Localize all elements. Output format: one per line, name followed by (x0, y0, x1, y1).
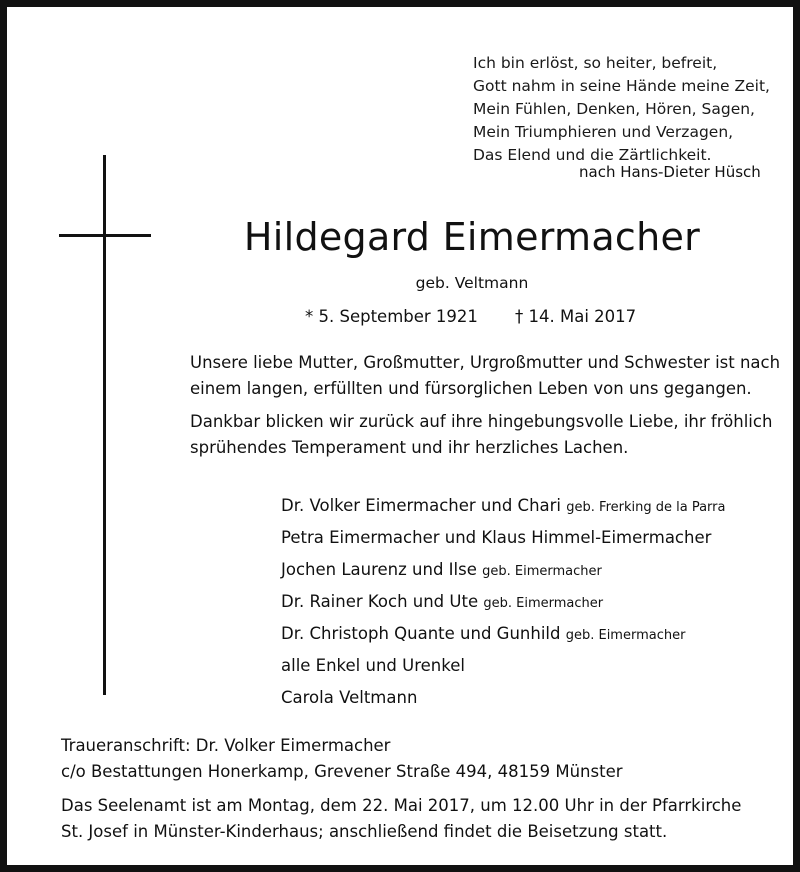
mourner-name: Dr. Rainer Koch und Ute (281, 592, 479, 611)
service-line: Das Seelenamt ist am Montag, dem 22. Mai 2017, um 12.00 Uhr in der Pfarrkirche (61, 796, 742, 815)
mourner-entry (281, 652, 725, 684)
mourner-nee: geb. Eimermacher (483, 596, 604, 611)
poem (473, 52, 770, 167)
paragraph-line: einem langen, erfüllten und fürsorglichen Leben von uns gegangen. (190, 379, 752, 398)
poem-attribution: nach Hans-Dieter Hüsch (579, 163, 761, 181)
mourner-name: alle Enkel und Urenkel (281, 656, 465, 675)
mourner-nee: geb. Frerking de la Parra (566, 500, 726, 515)
mourner-nee: geb. Eimermacher (565, 628, 686, 643)
poem-line: Ich bin erlöst, so heiter, befreit, (473, 54, 718, 72)
mourner-entry (281, 588, 725, 620)
mourner-entry (281, 492, 725, 524)
mourner-name: Dr. Christoph Quante und Gunhild (281, 624, 561, 643)
mourner-nee: geb. Eimermacher (482, 564, 602, 579)
mourner-entry (281, 620, 725, 652)
mourner-name: Carola Veltmann (281, 688, 418, 707)
mourner-name: Petra Eimermacher und Klaus Himmel-Eimermacher (281, 528, 712, 547)
mourning-address (61, 733, 761, 785)
mourner-entry (281, 556, 725, 588)
mourners-list (281, 492, 725, 716)
mourner-entry (281, 684, 725, 716)
maiden-name: geb. Veltmann (415, 274, 529, 292)
service-notice (61, 793, 761, 845)
gratitude-paragraph (190, 409, 773, 461)
poem-line: Gott nahm in seine Hände meine Zeit, (473, 77, 770, 95)
address-line: Traueranschrift: Dr. Volker Eimermacher (61, 736, 391, 755)
mourner-name: Dr. Volker Eimermacher und Chari (281, 496, 562, 515)
paragraph-line: Unsere liebe Mutter, Großmutter, Urgroßmutter und Schwester ist nach (190, 353, 781, 372)
mourner-entry (281, 524, 725, 556)
paragraph-line: Dankbar blicken wir zurück auf ihre hingebungsvolle Liebe, ihr fröhlich (190, 412, 773, 431)
paragraph-line: sprühendes Temperament und ihr herzliches Lachen. (190, 438, 629, 457)
deceased-name: Hildegard Eimermacher (243, 215, 701, 259)
service-line: St. Josef in Münster-Kinderhaus; anschließend findet die Beisetzung statt. (61, 822, 668, 841)
poem-line: Das Elend und die Zärtlichkeit. (473, 146, 712, 164)
poem-line: Mein Fühlen, Denken, Hören, Sagen, (473, 100, 755, 118)
poem-line: Mein Triumphieren und Verzagen, (473, 123, 734, 141)
mourner-name: Jochen Laurenz und Ilse (281, 560, 477, 579)
birth-date: * 5. September 1921 (305, 307, 478, 326)
address-line: c/o Bestattungen Honerkamp, Grevener Straße 494, 48159 Münster (61, 762, 623, 781)
death-date: † 14. Mai 2017 (515, 307, 637, 326)
announcement-paragraph (190, 350, 781, 402)
